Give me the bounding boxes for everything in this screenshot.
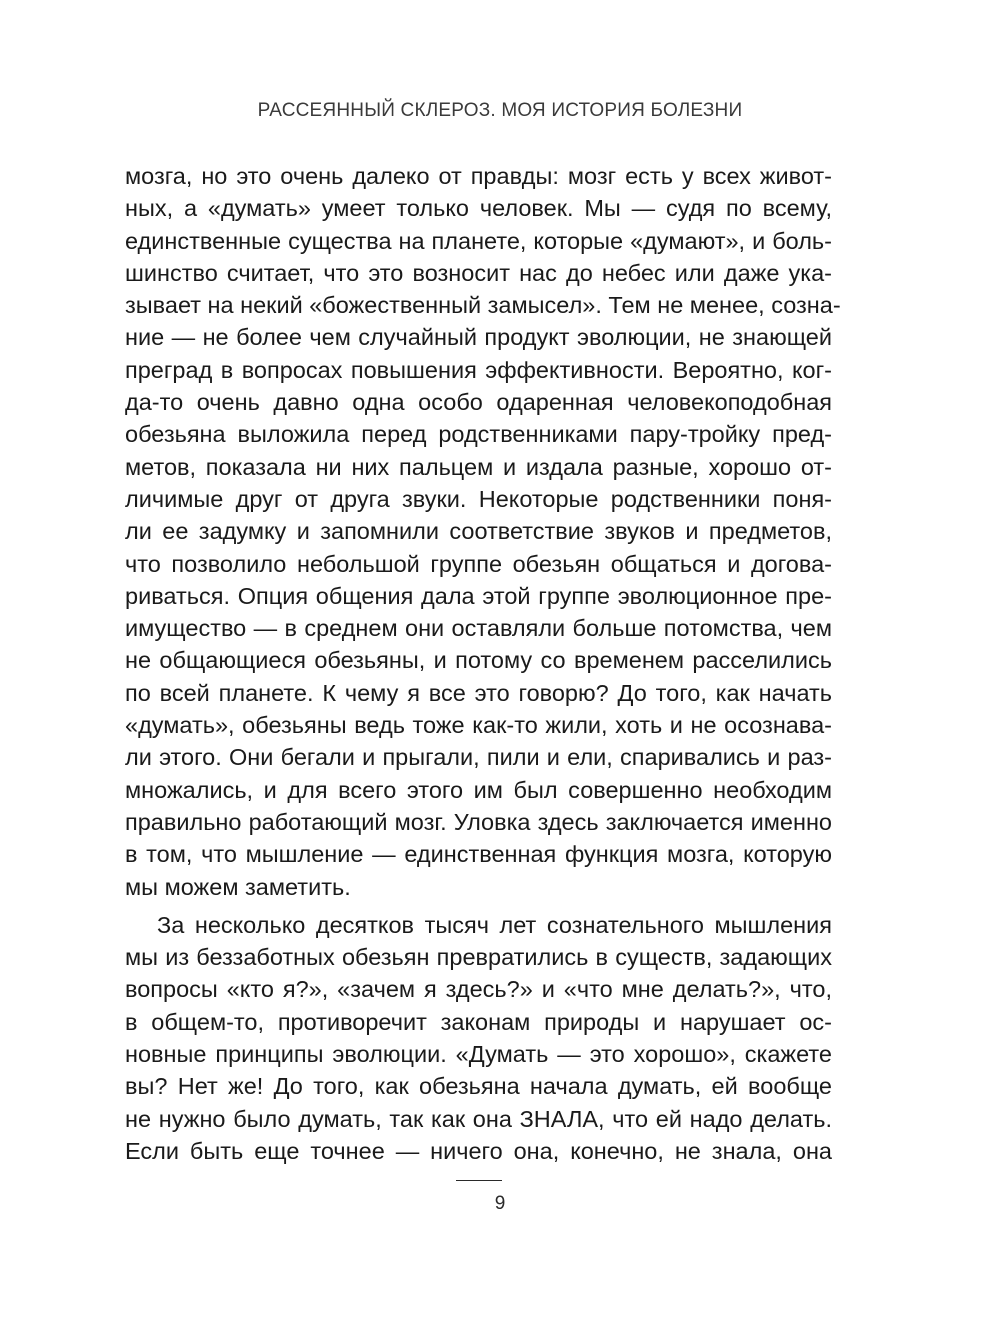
text-line: да-то очень давно одна особо одаренная человекоподобная bbox=[125, 389, 832, 416]
running-header: РАССЕЯННЫЙ СКЛЕРОЗ. МОЯ ИСТОРИЯ БОЛЕЗНИ bbox=[257, 100, 743, 121]
text-line: в общем-то, противоречит законам природы и нарушает ос- bbox=[125, 1008, 832, 1035]
text-line: не нужно было думать, так как она ЗНАЛА, что ей надо делать. bbox=[125, 1105, 832, 1132]
text-line: обезьяна выложила перед родственниками пару-тройку пред- bbox=[125, 421, 832, 448]
text-line: шинство считает, что это возносит нас до небес или даже ука- bbox=[125, 259, 832, 286]
text-line: в том, что мышление — единственная функция мозга, которую bbox=[125, 841, 832, 868]
text-line: правильно работающий мозг. Уловка здесь заключается именно bbox=[125, 808, 832, 835]
text-line: вопросы «кто я?», «зачем я здесь?» и «что мне делать?», что, bbox=[125, 976, 832, 1003]
text-line: что позволило небольшой группе обезьян общаться и догова- bbox=[125, 550, 832, 577]
text-line: не общающиеся обезьяны, и потому со временем расселились bbox=[125, 647, 832, 674]
text-line: мозга, но это очень далеко от правды: мозг есть у всех живот- bbox=[125, 163, 832, 189]
text-line: по всей планете. К чему я все это говорю? До того, как начать bbox=[125, 679, 832, 706]
text-line: «думать», обезьяны ведь тоже как-то жили, хоть и не осознава- bbox=[125, 712, 832, 739]
text-line: мы можем заметить. bbox=[125, 873, 351, 900]
text-line: имущество — в среднем они оставляли больше потомства, чем bbox=[125, 615, 832, 642]
body-text bbox=[125, 160, 841, 1167]
text-line: ли ее задумку и запомнили соответствие звуков и предметов, bbox=[125, 518, 832, 545]
paragraph bbox=[125, 909, 832, 1167]
text-line: множались, и для всего этого им был совершенно необходим bbox=[125, 776, 832, 803]
text-line: Если быть еще точнее — ничего она, конечно, не знала, она bbox=[125, 1137, 832, 1164]
page-number: 9 bbox=[494, 1193, 506, 1214]
text-line: зывает на некий «божественный замысел». Тем не менее, созна- bbox=[125, 292, 841, 319]
paragraph bbox=[125, 160, 841, 903]
text-line: риваться. Опция общения дала этой группе эволюционное пре- bbox=[125, 582, 832, 609]
text-line: мы из беззаботных обезьян превратились в существ, задающих bbox=[125, 944, 832, 971]
text-line: преград в вопросах повышения эффективности. Вероятно, ког- bbox=[125, 356, 832, 383]
text-line: единственные существа на планете, которые «думают», и боль- bbox=[125, 227, 832, 254]
text-line: ли этого. Они бегали и прыгали, пили и ели, спаривались и раз- bbox=[125, 744, 832, 771]
text-line: ных, а «думать» умеет только человек. Мы — судя по всему, bbox=[125, 195, 832, 222]
page-number-rule bbox=[456, 1180, 502, 1181]
text-line: ние — не более чем случайный продукт эволюции, не знающей bbox=[125, 324, 832, 351]
text-line: вы? Нет же! До того, как обезьяна начала думать, ей вообще bbox=[125, 1073, 832, 1100]
text-line: метов, показала ни них пальцем и издала разные, хорошо от- bbox=[125, 453, 832, 480]
text-line: новные принципы эволюции. «Думать — это хорошо», скажете bbox=[125, 1041, 832, 1068]
text-line: За несколько десятков тысяч лет сознательного мышления bbox=[157, 911, 832, 938]
text-line: личимые друг от друга звуки. Некоторые родственники поня- bbox=[125, 485, 832, 512]
